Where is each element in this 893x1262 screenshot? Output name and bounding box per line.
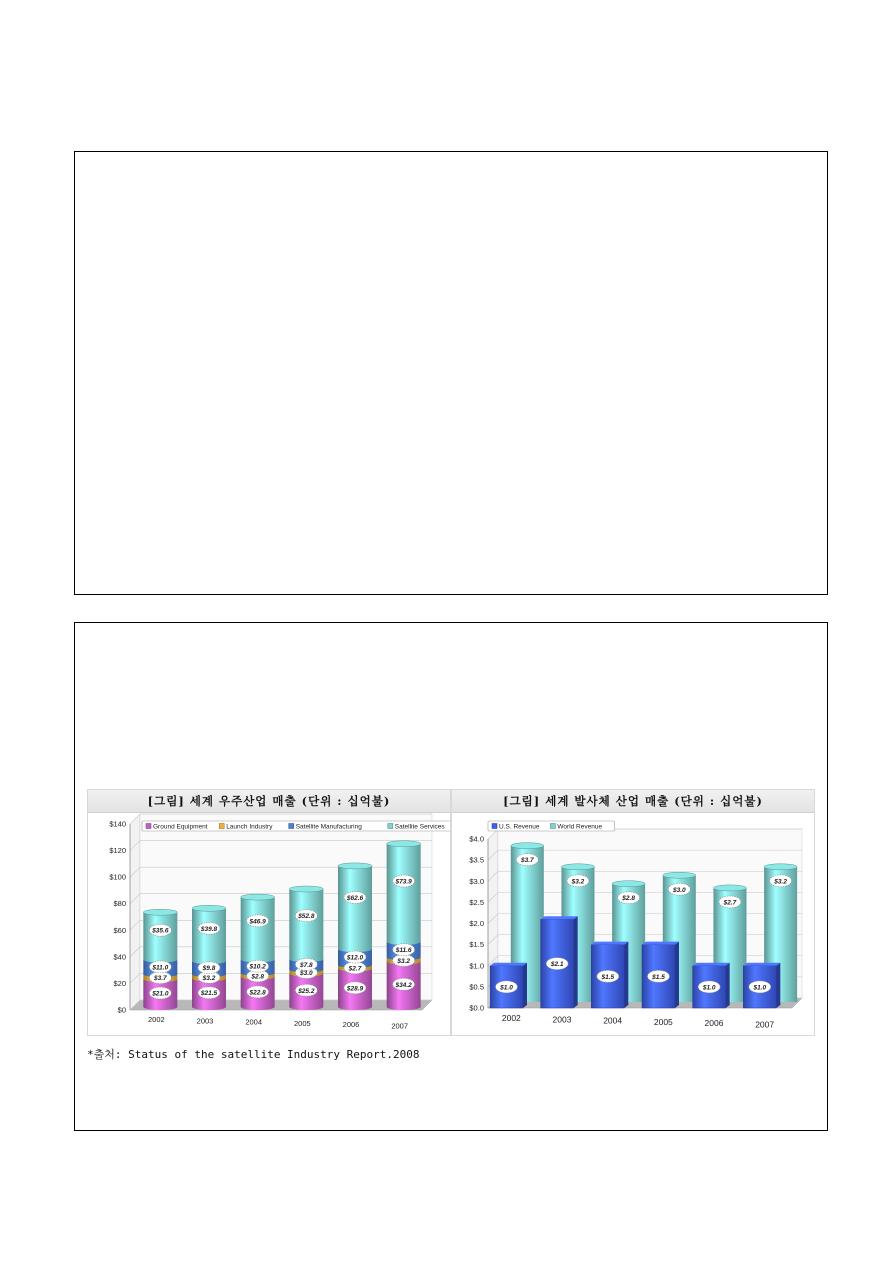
y-tick-label: $120 [109, 846, 126, 856]
y-tick-label: $1.5 [469, 940, 484, 950]
y-tick-label: $100 [109, 872, 126, 882]
world-revenue-bar-cap [511, 843, 544, 849]
bar-segment [192, 908, 226, 961]
data-label: $21.0 [152, 990, 169, 998]
y-tick-label: $40 [113, 952, 126, 962]
bar-top-cap [192, 905, 226, 911]
y-tick-label: $3.5 [469, 855, 484, 865]
world-revenue-bar-cap [612, 881, 645, 887]
y-tick-label: $3.0 [469, 876, 484, 886]
world-revenue-bar-cap [561, 864, 594, 870]
space-industry-chart-panel [87, 789, 451, 1036]
bar-segment-base [289, 1004, 323, 1010]
data-label: $2.8 [251, 973, 264, 981]
data-label: $9.8 [202, 965, 216, 973]
bar-segment [387, 844, 421, 942]
data-label: $3.2 [202, 974, 216, 982]
us-revenue-bar-side [675, 942, 679, 1008]
x-tick-label: 2004 [245, 1017, 263, 1027]
data-label: $3.0 [300, 970, 313, 978]
data-label: $1.0 [702, 984, 716, 992]
data-label: $21.5 [200, 990, 218, 998]
us-revenue-bar-top [743, 963, 780, 966]
x-tick-label: 2005 [653, 1016, 673, 1027]
legend-entry: Satellite Services [394, 823, 445, 831]
data-label: $3.0 [672, 886, 686, 894]
y-tick-label: $60 [113, 925, 126, 935]
y-tick-label: $140 [109, 819, 126, 829]
us-revenue-bar-top [591, 942, 628, 945]
legend-swatch [219, 824, 224, 829]
chart-side-wall [130, 814, 140, 1010]
data-label: $39.8 [200, 925, 218, 933]
legend-entry: Launch Industry [226, 823, 273, 831]
bar-segment [338, 866, 372, 949]
bar-top-cap [241, 894, 275, 900]
data-label: $2.7 [723, 899, 737, 907]
data-label: $3.2 [571, 878, 585, 886]
legend-swatch [146, 824, 151, 829]
x-tick-label: 2004 [603, 1015, 623, 1026]
chart-title: [그림] 세계 우주산업 매출 (단위 : 십억불) [88, 790, 450, 813]
y-tick-label: $2.0 [469, 919, 484, 928]
data-label: $3.7 [154, 975, 167, 983]
x-tick-label: 2006 [342, 1020, 360, 1030]
us-revenue-bar-top [541, 916, 578, 919]
data-label: $1.5 [652, 973, 665, 981]
us-revenue-bar-top [642, 942, 679, 945]
us-revenue-bar-side [776, 963, 780, 1008]
data-label: $1.5 [601, 973, 615, 981]
x-tick-label: 2003 [196, 1016, 214, 1026]
data-label: $11.6 [395, 947, 412, 955]
data-label: $52.8 [298, 913, 315, 921]
legend-entry: World Revenue [557, 823, 603, 831]
data-label: $46.9 [249, 918, 266, 926]
legend-entry: U.S. Revenue [499, 823, 540, 831]
x-tick-label: 2007 [755, 1019, 775, 1030]
legend-swatch [492, 824, 497, 829]
data-label: $7.8 [300, 961, 313, 969]
data-label: $28.9 [346, 985, 364, 993]
x-tick-label: 2007 [391, 1021, 409, 1031]
data-label: $22.8 [249, 989, 266, 997]
us-revenue-bar-side [726, 963, 730, 1008]
us-revenue-bar-top [693, 963, 730, 966]
world-revenue-bar-cap [713, 885, 746, 891]
y-tick-label: $80 [113, 899, 126, 909]
y-tick-label: $0.5 [469, 982, 484, 992]
legend-swatch [289, 824, 294, 829]
data-label: $2.7 [348, 965, 362, 973]
us-revenue-bar-side [523, 963, 527, 1008]
bar-segment-base [241, 1004, 275, 1010]
data-label: $10.2 [249, 963, 266, 971]
x-tick-label: 2005 [293, 1018, 311, 1028]
bar-top-cap [289, 886, 323, 892]
source-note: *출처: Status of the satellite Industry Report.2008 [87, 1048, 420, 1061]
world-revenue-bar-cap [663, 872, 696, 878]
data-label: $35.6 [152, 927, 169, 935]
y-tick-label: $0 [117, 1005, 126, 1015]
y-tick-label: $0.0 [469, 1003, 484, 1013]
bar-top-cap [143, 909, 177, 915]
bar-top-cap [387, 841, 421, 847]
bar-segment [241, 897, 275, 959]
data-label: $62.6 [346, 895, 364, 903]
us-revenue-bar-side [624, 942, 628, 1008]
y-tick-label: $4.0 [469, 834, 484, 844]
top-frame [74, 151, 828, 595]
legend-entry: Satellite Manufacturing [295, 823, 362, 831]
legend-swatch [388, 824, 393, 829]
data-label: $3.2 [397, 957, 410, 965]
world-revenue-bar-cap [764, 864, 797, 870]
chart-title: [그림] 세계 발사체 산업 매출 (단위 : 십억불) [452, 790, 814, 813]
us-revenue-bar-side [574, 916, 578, 1008]
legend-entry: Ground Equipment [153, 823, 208, 831]
x-tick-label: 2006 [704, 1018, 724, 1029]
data-label: $34.2 [395, 981, 412, 989]
launch-industry-chart-panel [451, 789, 815, 1036]
x-tick-label: 2003 [552, 1014, 572, 1025]
us-revenue-bar-top [490, 963, 527, 966]
data-label: $12.0 [346, 954, 364, 962]
data-label: $1.0 [500, 984, 513, 992]
data-label: $73.9 [395, 878, 412, 886]
data-label: $3.2 [774, 878, 787, 886]
data-label: $1.0 [753, 984, 767, 992]
data-label: $3.7 [520, 857, 534, 865]
data-label: $2.1 [550, 961, 564, 969]
y-tick-label: $20 [113, 978, 126, 988]
launch-industry-chart [452, 812, 814, 1035]
legend-swatch [550, 824, 555, 829]
bar-segment-base [338, 1004, 372, 1010]
bar-segment-base [143, 1004, 177, 1010]
bar-top-cap [338, 863, 372, 869]
data-label: $2.8 [622, 895, 635, 903]
space-industry-chart [88, 812, 450, 1035]
bar-segment [289, 889, 323, 959]
y-tick-label: $2.5 [469, 897, 484, 907]
data-label: $25.2 [298, 987, 315, 995]
data-label: $11.0 [152, 964, 169, 972]
bar-segment-base [192, 1004, 226, 1010]
bar-segment-base [387, 1004, 421, 1010]
x-tick-label: 2002 [501, 1013, 521, 1023]
x-tick-label: 2002 [147, 1015, 165, 1024]
y-tick-label: $1.0 [469, 961, 484, 971]
